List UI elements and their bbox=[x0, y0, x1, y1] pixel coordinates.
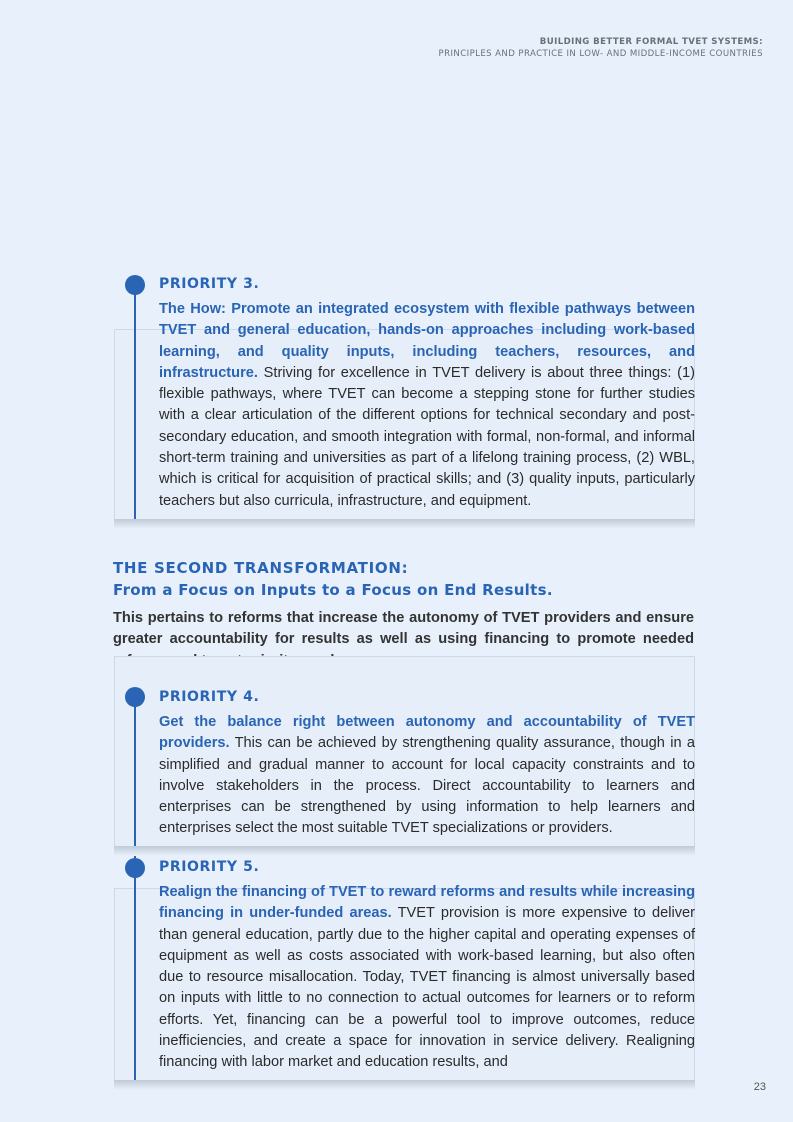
card-shadow bbox=[114, 1080, 695, 1090]
priority-3-content bbox=[159, 273, 695, 512]
priority-3-card bbox=[113, 272, 696, 520]
priority-3-text bbox=[159, 299, 695, 512]
page-number: 23 bbox=[753, 1081, 766, 1093]
section-title bbox=[113, 557, 713, 601]
timeline-line bbox=[134, 285, 136, 519]
running-header bbox=[439, 36, 763, 60]
section-title-line1: THE SECOND TRANSFORMATION: bbox=[113, 559, 409, 577]
priority-4-card bbox=[113, 655, 696, 847]
priority-4-text bbox=[159, 712, 695, 840]
priority-4-body: This can be achieved by strengthening quality assurance, though in a simplified and gradual manner to account for local capacity constraints and to involve stakeholders in the process. Direct accountability to learners and enterprises can be strengthened by using information to help learners and enterprises select the most suitable TVET specializations or providers. bbox=[159, 735, 695, 837]
priority-3-body: Striving for excellence in TVET delivery is about three things: (1) flexible pathways, where TVET can become a stepping stone for further studies with a clear articulation of the different options for technical secondary and post-secondary education, and smooth integration with formal, non-formal, and informal short-term training and universities as part of a lifelong training process, (2) WBL, which is critical for acquisition of practical skills; and (3) quality inputs, particularly teachers but also curricula, infrastructure, and equipment. bbox=[159, 364, 695, 509]
timeline-dot bbox=[125, 858, 145, 878]
timeline-dot bbox=[125, 687, 145, 707]
priority-3-label: PRIORITY 3. bbox=[159, 276, 260, 292]
priority-4-lead: Get the balance right between autonomy and accountability of TVET providers. bbox=[159, 714, 695, 752]
priority-3-lead: The How: Promote an integrated ecosystem with flexible pathways between TVET and general education, hands-on approaches including work-based learning, and quality inputs, including teachers, resources, and infrastructure. bbox=[159, 301, 695, 381]
timeline-line bbox=[134, 696, 136, 846]
priority-4-label: PRIORITY 4. bbox=[159, 689, 260, 705]
header-subtitle: PRINCIPLES AND PRACTICE IN LOW- AND MIDDLE-INCOME COUNTRIES bbox=[438, 49, 763, 59]
priority-5-content bbox=[159, 856, 695, 1074]
priority-5-lead: Realign the financing of TVET to reward reforms and results while increasing financing in under-funded areas. bbox=[159, 884, 695, 922]
priority-5-label: PRIORITY 5. bbox=[159, 859, 260, 875]
priority-5-card bbox=[113, 855, 696, 1081]
timeline-line bbox=[134, 856, 136, 1080]
priority-5-body: TVET provision is more expensive to deliver than general education, partly due to the higher capital and operating expenses of equipment as well as costs associated with work-based learning, but also often due to resource misallocation. Today, TVET financing is almost universally based on inputs with little to no connection to actual outcomes for learners or to reform efforts. Yet, financing can be a powerful tool to improve outcomes, reduce inefficiencies, and create a space for innovation in service delivery. Realigning financing with labor market and education results, and bbox=[159, 905, 695, 1071]
section-intro: This pertains to reforms that increase the autonomy of TVET providers and ensure greater accountability for results as well as using financing to promote needed bbox=[113, 610, 694, 648]
card-shadow bbox=[114, 519, 695, 529]
header-title: BUILDING BETTER FORMAL TVET SYSTEMS: bbox=[539, 37, 763, 47]
section-title-line2: From a Focus on Inputs to a Focus on End Results. bbox=[113, 581, 553, 599]
priority-5-text bbox=[159, 882, 695, 1074]
timeline-dot bbox=[125, 275, 145, 295]
priority-4-content bbox=[159, 686, 695, 840]
